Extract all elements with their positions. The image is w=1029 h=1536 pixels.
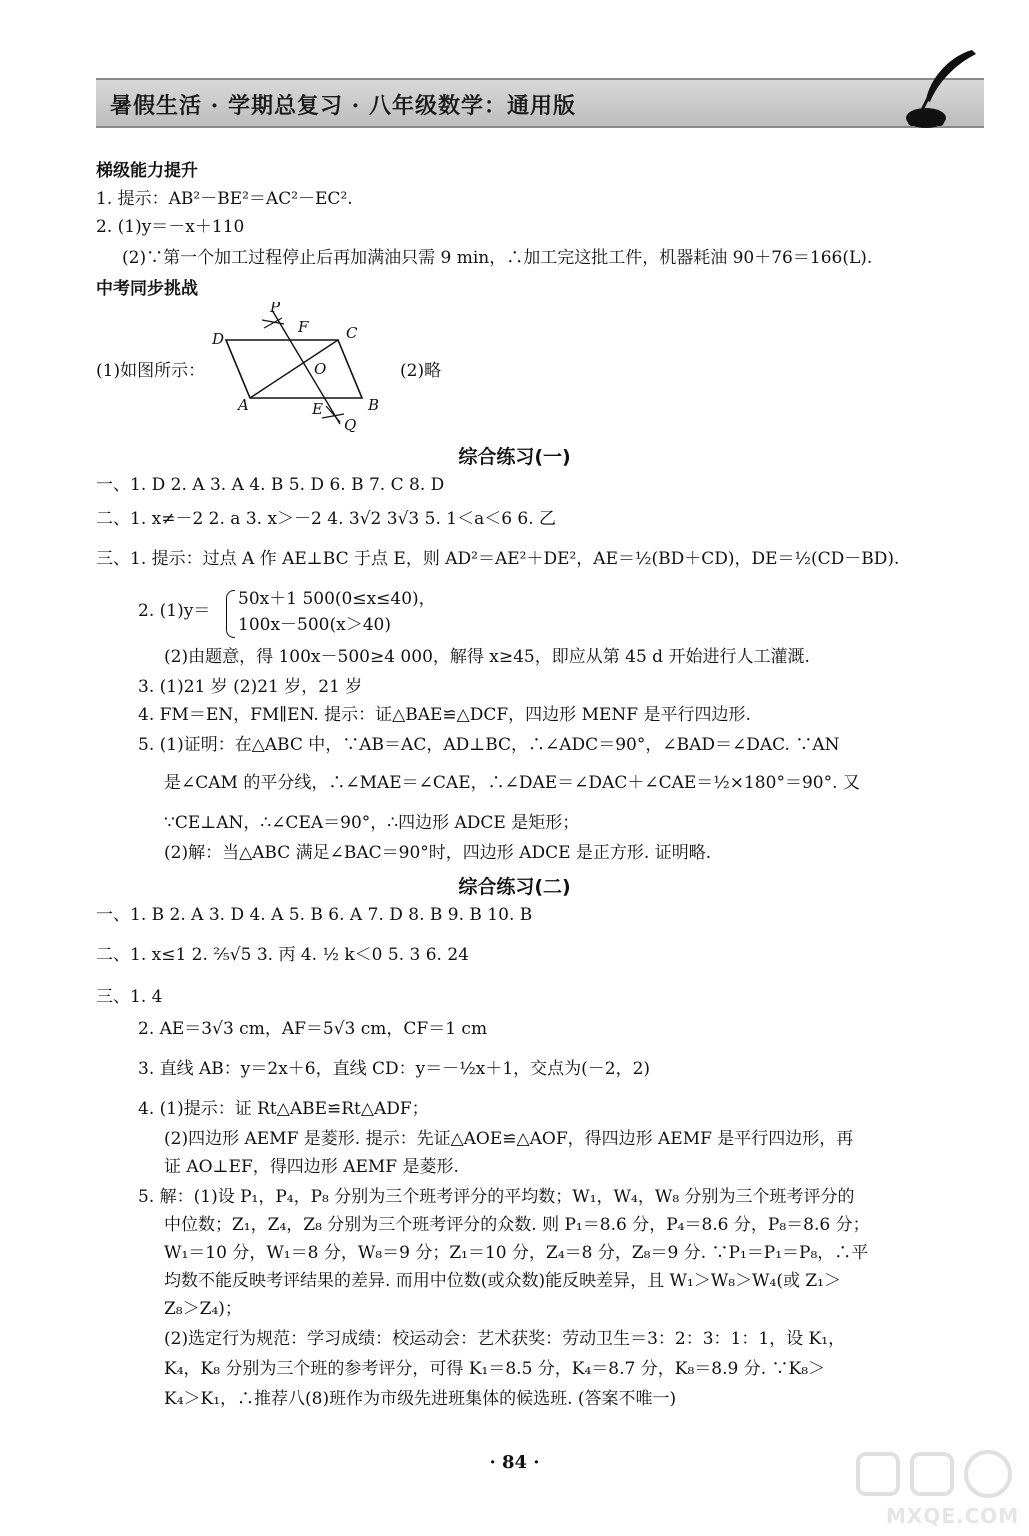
label-q: Q [344, 416, 357, 432]
answer-line: (1)如图所示： [96, 361, 206, 381]
answer-line: 证 AO⊥EF，得四边形 AEMF 是菱形. [164, 1157, 459, 1177]
label-o: O [314, 360, 327, 378]
label-e: E [312, 400, 323, 418]
label-b: B [368, 396, 380, 414]
section-heading-ladder: 梯级能力提升 [96, 161, 198, 181]
label-a: A [238, 396, 249, 414]
quill-ink-icon [900, 48, 980, 130]
answer-line: (2)∵第一个加工过程停止后再加满油只需 9 min，∴加工完这批工件，机器耗油 90＋76＝166(L). [122, 248, 873, 268]
watermark-text: MXQE.COM [886, 1504, 1020, 1528]
answer-line: 均数不能反映考评结果的差异. 而用中位数(或众数)能反映差异，且 W₁＞W₈＞W₄(或 Z₁＞ [164, 1271, 842, 1291]
section-heading-exam: 中考同步挑战 [96, 279, 198, 299]
label-c: C [346, 324, 358, 342]
answer-line: ∵CE⊥AN，∴∠CEA＝90°，∴四边形 ADCE 是矩形； [164, 813, 580, 833]
answer-line: 5. 解：(1)设 P₁，P₄，P₈ 分别为三个班考评分的平均数；W₁，W₄，W₈ 分别为三个班考评分的 [138, 1187, 855, 1207]
answer-line: 是∠CAM 的平分线，∴∠MAE＝∠CAE，∴∠DAE＝∠DAC＋∠CAE＝½×180°＝90°. 又 [164, 773, 860, 793]
answer-line: 3. (1)21 岁 (2)21 岁，21 岁 [138, 677, 363, 697]
answer-line: K₄，K₈ 分别为三个班的参考评分，可得 K₁＝8.5 分，K₄＝8.7 分，K₈＝8.9 分. ∵K₈＞ [164, 1359, 826, 1379]
answer-line: W₁＝10 分，W₁＝8 分，W₈＝9 分；Z₁＝10 分，Z₄＝8 分，Z₈＝9 分. ∵P₁＝P₁＝P₈，∴平 [164, 1243, 869, 1263]
section-title: 综合练习(二) [458, 876, 571, 898]
answer-line: 2. (1)y＝－x＋110 [96, 217, 245, 237]
label-p: P [270, 302, 281, 316]
watermark-glyphs-icon [852, 1446, 1022, 1506]
watermark-logo [852, 1446, 1022, 1530]
parallelogram-figure [212, 302, 392, 432]
section-title: 综合练习(一) [458, 446, 571, 468]
answer-line: 一、1. B 2. A 3. D 4. A 5. B 6. A 7. D 8. B 9. B 10. B [96, 905, 533, 925]
answer-line: 三、1. 提示：过点 A 作 AE⊥BC 于点 E，则 AD²＝AE²＋DE²，AE＝½(BD＋CD)，DE＝½(CD－BD). [96, 549, 900, 569]
answer-line: 三、1. 4 [96, 987, 163, 1007]
piecewise-brace [226, 590, 235, 638]
label-d: D [212, 330, 225, 348]
answer-line: (2)略 [400, 361, 442, 381]
label-f: F [298, 318, 309, 336]
answer-line: 4. FM＝EN，FM∥EN. 提示：证△BAE≌△DCF，四边形 MENF 是平行四边形. [138, 705, 751, 725]
answer-line: 100x－500(x＞40) [238, 615, 391, 635]
answer-line: 5. (1)证明：在△ABC 中，∵AB＝AC，AD⊥BC，∴∠ADC＝90°，∠BAD＝∠DAC. ∵AN [138, 735, 840, 755]
answer-line: K₄＞K₁，∴推荐八(8)班作为市级先进班集体的候选班. (答案不唯一) [164, 1389, 677, 1409]
answer-line: 2. AE＝3√3 cm，AF＝5√3 cm，CF＝1 cm [138, 1019, 488, 1039]
answer-line: 一、1. D 2. A 3. A 4. B 5. D 6. B 7. C 8. D [96, 475, 445, 495]
answer-line: 二、1. x≠－2 2. a 3. x＞－2 4. 3√2 3√3 5. 1＜a＜6 6. 乙 [96, 509, 557, 529]
answer-line: 2. (1)y＝ [138, 601, 211, 621]
answer-line: (2)解：当△ABC 满足∠BAC＝90°时，四边形 ADCE 是正方形. 证明略. [164, 843, 712, 863]
answer-line: (2)由题意，得 100x－500≥4 000，解得 x≥45，即应从第 45 d 开始进行人工灌溉. [164, 647, 810, 667]
answer-line: 50x＋1 500(0≤x≤40)， [238, 589, 436, 609]
answer-line: 二、1. x≤1 2. ⅖√5 3. 丙 4. ½ k＜0 5. 3 6. 24 [96, 945, 469, 965]
answer-line: 3. 直线 AB：y＝2x＋6，直线 CD：y＝－½x＋1，交点为(－2，2) [138, 1059, 651, 1079]
header-title: 暑假生活 · 学期总复习 · 八年级数学：通用版 [110, 93, 576, 119]
answer-line: Z₈＞Z₄)； [164, 1299, 242, 1319]
page-number: · 84 · [489, 1452, 540, 1473]
answer-line: (2)四边形 AEMF 是菱形. 提示：先证△AOE≌△AOF，得四边形 AEMF 是平行四边形，再 [164, 1129, 854, 1149]
arc-mark-p [262, 318, 284, 328]
answer-line: 中位数；Z₁，Z₄，Z₈ 分别为三个班考评分的众数. 则 P₁＝8.6 分，P₄＝8.6 分，P₈＝8.6 分； [164, 1215, 870, 1235]
header-banner [96, 78, 984, 128]
arc-mark-q [322, 406, 344, 422]
answer-line: 4. (1)提示：证 Rt△ABE≌Rt△ADF； [138, 1099, 429, 1119]
answer-line: 1. 提示：AB²－BE²＝AC²－EC². [96, 189, 353, 209]
answer-line: (2)选定行为规范：学习成绩：校运动会：艺术获奖：劳动卫生＝3：2：3：1：1，设 K₁， [164, 1329, 846, 1349]
